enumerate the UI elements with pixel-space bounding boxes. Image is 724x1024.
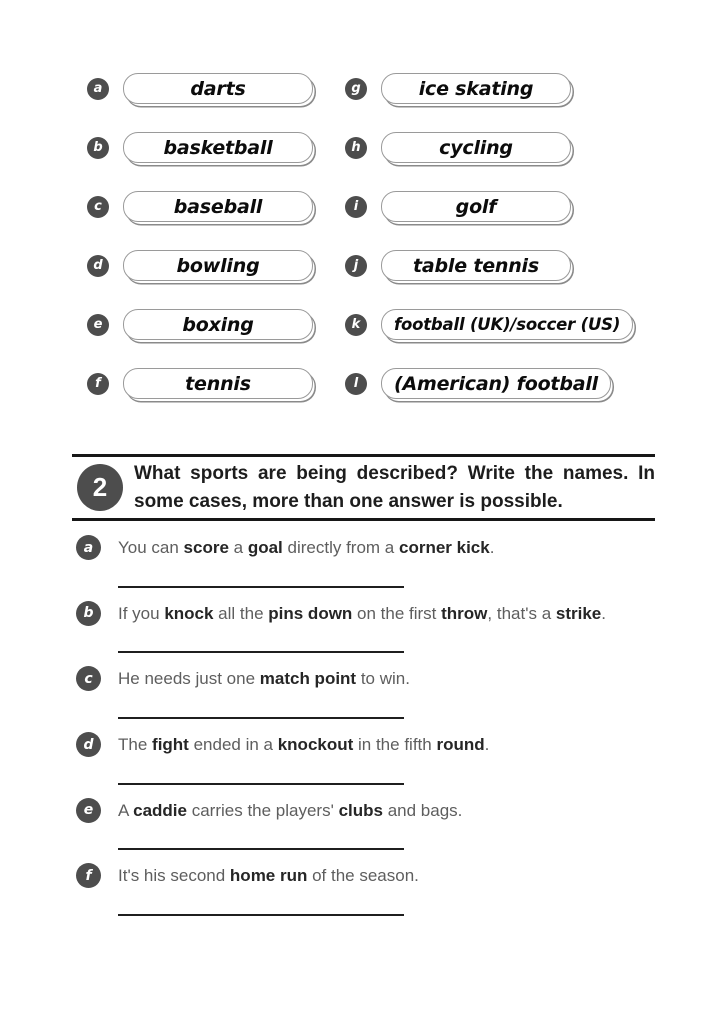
question-item-c	[76, 667, 655, 692]
wordbank-pill	[123, 73, 313, 104]
wordbank-pill-label: baseball	[173, 195, 263, 218]
wordbank-letter-badge: i	[345, 196, 367, 218]
answer-blank-e[interactable]	[118, 848, 404, 850]
wordbank-entry	[87, 191, 345, 222]
wordbank-entry	[345, 73, 655, 104]
wordbank-pill	[123, 250, 313, 281]
question-letter-badge: d	[76, 732, 101, 757]
answer-blank-c[interactable]	[118, 717, 404, 719]
question-text: You can score a goal directly from a corner kick.	[118, 538, 495, 558]
wordbank-pill	[123, 191, 313, 222]
exercise-2-header	[72, 454, 655, 521]
wordbank-letter-badge: a	[87, 78, 109, 100]
wordbank-letter-badge: k	[345, 314, 367, 336]
wordbank-entry	[345, 250, 655, 281]
wordbank-pill	[381, 309, 633, 340]
wordbank-pill-label: darts	[190, 77, 246, 100]
wordbank-entry	[345, 132, 655, 163]
wordbank-pill	[381, 132, 571, 163]
question-text: The fight ended in a knockout in the fifth round.	[118, 735, 490, 755]
wordbank-pill-label: basketball	[163, 136, 273, 159]
wordbank-letter-badge: e	[87, 314, 109, 336]
question-text: If you knock all the pins down on the first throw, that's a strike.	[118, 603, 606, 623]
wordbank-pill	[123, 368, 313, 399]
question-item-d	[76, 733, 655, 758]
question-letter-badge: e	[76, 798, 101, 823]
wordbank-pill-label: table tennis	[413, 254, 539, 277]
wordbank-letter-badge: c	[87, 196, 109, 218]
question-text: It's his second home run of the season.	[118, 866, 419, 886]
word-bank-right-column	[345, 73, 655, 399]
answer-blank-a[interactable]	[118, 586, 404, 588]
wordbank-pill	[123, 309, 313, 340]
question-item-e	[76, 799, 655, 824]
wordbank-pill-label: boxing	[182, 313, 254, 336]
wordbank-entry	[345, 191, 655, 222]
wordbank-pill-label: (American) football	[394, 372, 598, 395]
wordbank-letter-badge: f	[87, 373, 109, 395]
wordbank-pill-label: cycling	[439, 136, 513, 159]
question-text: A caddie carries the players' clubs and bags.	[118, 800, 463, 820]
question-letter-badge: c	[76, 666, 101, 691]
answer-blank-b[interactable]	[118, 651, 404, 653]
word-bank	[72, 73, 655, 399]
question-letter-badge: b	[76, 601, 101, 626]
exercise-number-badge: 2	[77, 464, 123, 511]
answer-blank-d[interactable]	[118, 783, 404, 785]
wordbank-entry	[345, 368, 655, 399]
wordbank-pill	[381, 250, 571, 281]
wordbank-entry	[87, 132, 345, 163]
wordbank-pill	[381, 73, 571, 104]
wordbank-pill	[381, 191, 571, 222]
wordbank-pill-label: bowling	[176, 254, 260, 277]
question-item-f	[76, 864, 655, 889]
question-item-a	[76, 536, 655, 561]
wordbank-pill-label: football (UK)/soccer (US)	[394, 315, 621, 334]
wordbank-letter-badge: j	[345, 255, 367, 277]
wordbank-letter-badge: g	[345, 78, 367, 100]
wordbank-entry	[87, 250, 345, 281]
wordbank-entry	[87, 309, 345, 340]
wordbank-pill	[123, 132, 313, 163]
wordbank-letter-badge: h	[345, 137, 367, 159]
answer-blank-f[interactable]	[118, 914, 404, 916]
wordbank-pill-label: tennis	[185, 372, 251, 395]
question-text: He needs just one match point to win.	[118, 669, 410, 689]
wordbank-pill-label: ice skating	[418, 77, 534, 100]
wordbank-letter-badge: l	[345, 373, 367, 395]
wordbank-pill-label: golf	[455, 195, 497, 218]
question-list	[72, 536, 655, 916]
wordbank-entry	[87, 73, 345, 104]
wordbank-entry	[345, 309, 655, 340]
wordbank-letter-badge: b	[87, 137, 109, 159]
question-item-b	[76, 602, 655, 627]
word-bank-left-column	[87, 73, 345, 399]
wordbank-letter-badge: d	[87, 255, 109, 277]
question-letter-badge: a	[76, 535, 101, 560]
wordbank-entry	[87, 368, 345, 399]
exercise-instructions: What sports are being described? Write the names. In some cases, more than one answer is possible.	[134, 463, 655, 512]
wordbank-pill	[381, 368, 611, 399]
question-letter-badge: f	[76, 863, 101, 888]
